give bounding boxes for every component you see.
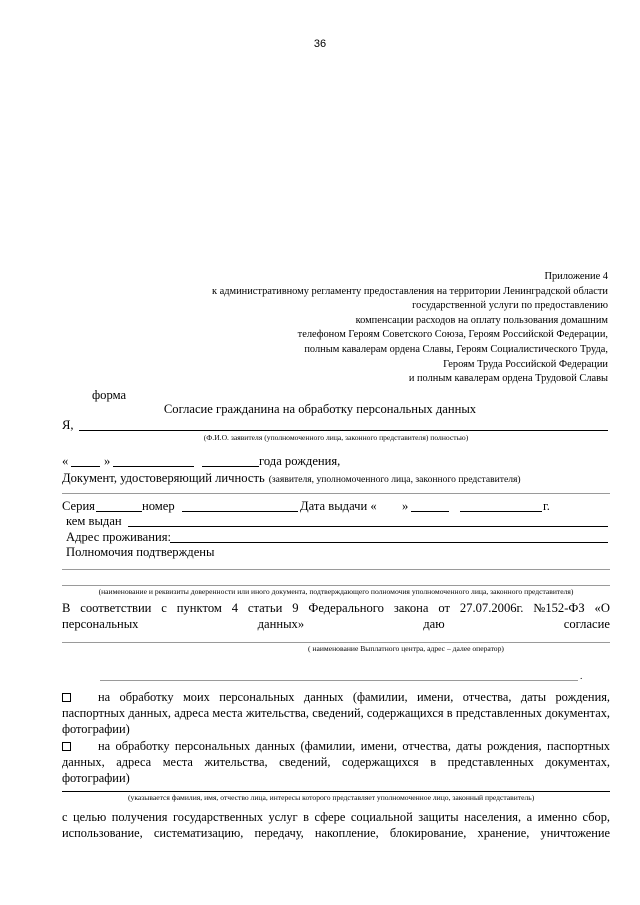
- page-number: 36: [313, 38, 327, 50]
- consent-option-represented-text: на обработку персональных данных (фамилии, имени, отчества, даты рождения, паспортных данных, адреса места жительства, сведений, содержащихся в представленных документах, фотографии): [62, 739, 610, 786]
- law-word: 4: [231, 601, 238, 615]
- series-label: Серия: [62, 499, 95, 513]
- law-text-line-2: [62, 616, 610, 632]
- operator-field-line-2[interactable]: [100, 680, 578, 681]
- birth-year-line[interactable]: [202, 466, 259, 467]
- appendix-line: государственной услуги по предоставлению: [412, 300, 608, 312]
- appendix-line: Героям Труда Российской Федерации: [443, 358, 608, 370]
- passport-series-row: [62, 499, 610, 515]
- powers-line-2[interactable]: [62, 585, 610, 586]
- law-word: с: [161, 601, 167, 615]
- law-word: В: [62, 601, 71, 615]
- checkbox-represented-data[interactable]: [62, 742, 71, 751]
- operator-dot: .: [580, 671, 583, 682]
- issue-year-line[interactable]: [460, 511, 542, 512]
- law-word: Федерального: [308, 601, 384, 615]
- fio-field-line[interactable]: [79, 430, 608, 431]
- form-label: форма: [92, 388, 127, 402]
- birth-date-row: [62, 454, 362, 470]
- id-document-label: Документ, удостоверяющий личность: [62, 471, 265, 485]
- law-word: данных»: [257, 617, 305, 631]
- address-label: Адрес проживания:: [66, 530, 172, 544]
- issue-month-line[interactable]: [411, 511, 449, 512]
- law-word: даю: [423, 617, 445, 631]
- id-document-hint: (заявителя, уполномоченного лица, законного представителя): [268, 474, 521, 485]
- checkbox-own-data[interactable]: [62, 693, 71, 702]
- ya-label: Я,: [62, 418, 74, 432]
- consent-option-own-text: на обработку моих персональных данных (фамилии, имени, отчества, даты рождения, паспортных данных, адреса места жительства, сведений, содержащихся в представленных документах, фотографии): [62, 690, 610, 737]
- series-field-line[interactable]: [96, 511, 142, 512]
- address-field-line[interactable]: [170, 542, 608, 543]
- id-document-row: [62, 469, 521, 487]
- law-word: статьи: [247, 601, 283, 615]
- law-word: №152-ФЗ: [533, 601, 585, 615]
- birth-month-line[interactable]: [113, 466, 194, 467]
- appendix-line: компенсации расходов на оплату пользования домашним: [355, 314, 608, 326]
- law-word: персональных: [62, 617, 139, 631]
- fio-hint: (Ф.И.О. заявителя (уполномоченного лица, законного представителя) полностью): [203, 433, 469, 442]
- law-word: 9: [292, 601, 299, 615]
- issued-by-label: кем выдан: [66, 514, 122, 528]
- operator-hint: ( наименование Выплатного центра, адрес – далее оператор): [308, 644, 504, 653]
- number-field-line[interactable]: [182, 511, 298, 512]
- law-word: от: [438, 601, 450, 615]
- appendix-block: [148, 270, 608, 387]
- appendix-line: и полным кавалерам ордена Трудовой Славы: [408, 373, 608, 385]
- year-suffix: г.: [543, 499, 550, 513]
- appendix-line: к административному регламенту предоставления на территории Ленинградской области: [212, 285, 608, 297]
- consent-option-represented: [62, 738, 610, 787]
- law-word: согласие: [563, 617, 610, 631]
- law-word: закона: [393, 601, 429, 615]
- law-text: [62, 600, 610, 632]
- powers-label: Полномочия подтверждены: [66, 545, 215, 559]
- id-document-line[interactable]: [62, 493, 610, 494]
- law-word: пунктом: [176, 601, 222, 615]
- birth-suffix: года рождения,: [259, 454, 341, 468]
- powers-hint: (наименование и реквизиты доверенности или иного документа, подтверждающего полномочия уполномоченного лица, законного представителя): [98, 587, 574, 596]
- issue-date-label: Дата выдачи «: [300, 499, 377, 513]
- operator-field-line[interactable]: [62, 642, 610, 643]
- law-text-line-1: [62, 600, 610, 616]
- birth-day-line[interactable]: [71, 466, 100, 467]
- powers-line-1[interactable]: [62, 569, 610, 570]
- purpose-text: с целью получения государственных услуг в сфере социальной защиты населения, а именно сбор, использование, систематизацию, передачу, накопление, блокирование, хранение, уничтожение: [62, 810, 610, 841]
- number-label: номер: [142, 499, 175, 513]
- represented-hint: (указывается фамилия, имя, отчество лица, интересы которого представляет уполномоченное лицо, законный представитель): [128, 793, 535, 802]
- law-word: соответствии: [80, 601, 152, 615]
- appendix-line: полным кавалерам ордена Славы, Героям Социалистического Труда,: [304, 343, 608, 355]
- law-word: «О: [594, 601, 610, 615]
- close-quote: »: [104, 454, 111, 468]
- appendix-line: телефоном Героям Советского Союза, Героям Российской Федерации,: [297, 329, 608, 341]
- issue-close-quote: »: [402, 499, 409, 513]
- consent-option-own: [62, 689, 610, 738]
- open-quote: «: [62, 454, 69, 468]
- appendix-line: Приложение 4: [544, 271, 608, 282]
- issued-by-field-line[interactable]: [128, 526, 608, 527]
- document-title: Согласие гражданина на обработку персональных данных: [163, 402, 477, 416]
- represented-person-line[interactable]: [62, 791, 610, 792]
- law-word: 27.07.2006г.: [459, 601, 524, 615]
